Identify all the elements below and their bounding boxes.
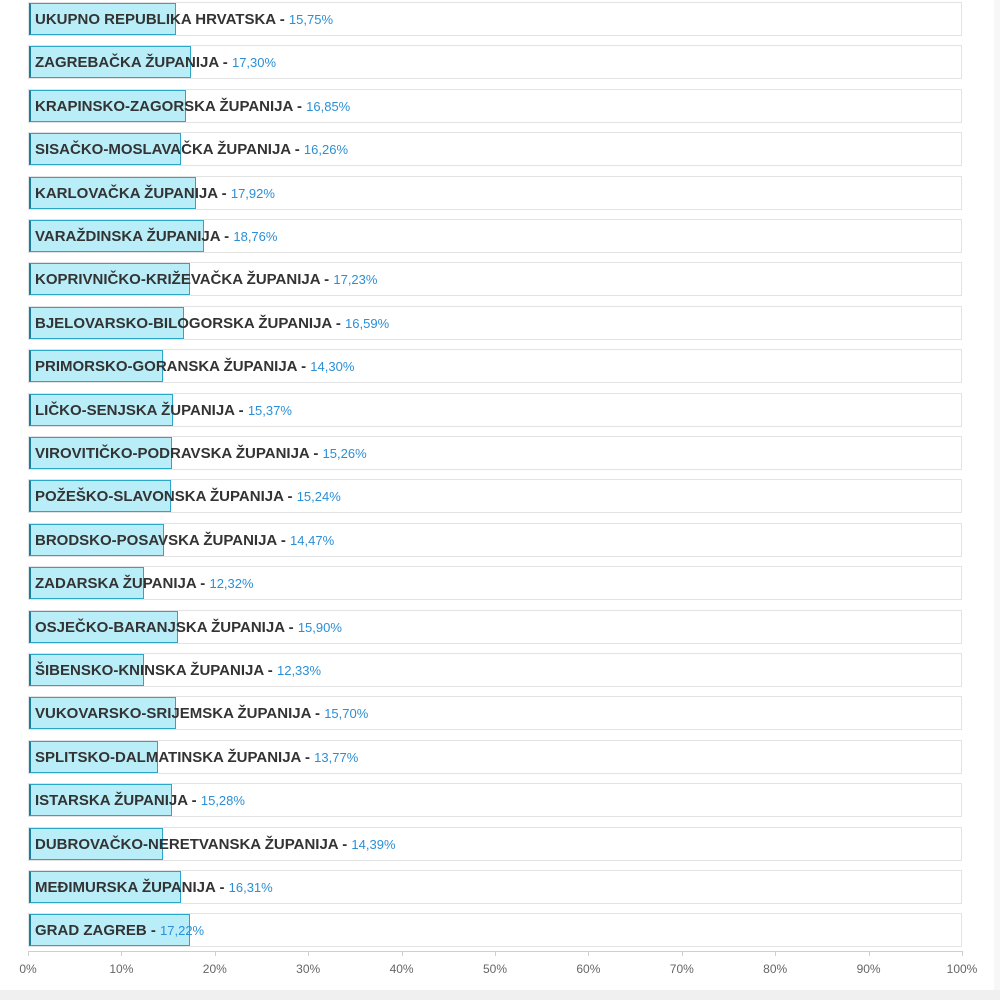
x-tick-label: 60%: [576, 962, 601, 976]
data-label: 14,30%: [310, 359, 355, 374]
bar-row: [28, 219, 962, 253]
bar-row: [28, 393, 962, 427]
data-label: 15,90%: [297, 620, 342, 635]
category-label: MEĐIMURSKA ŽUPANIJA - 16,31%: [35, 879, 273, 896]
x-tick-label: 90%: [856, 962, 881, 976]
category-label: BRODSKO-POSAVSKA ŽUPANIJA - 14,47%: [35, 532, 335, 549]
bar-row: [28, 610, 962, 644]
category-name: DUBROVAČKO-NERETVANSKA ŽUPANIJA: [35, 836, 339, 853]
scrollbar-track[interactable]: [994, 0, 1000, 990]
category-label: ŠIBENSKO-KNINSKA ŽUPANIJA - 12,33%: [35, 662, 322, 679]
category-label: KRAPINSKO-ZAGORSKA ŽUPANIJA - 16,85%: [35, 98, 351, 115]
data-label: 18,76%: [233, 229, 278, 244]
bar-row: [28, 870, 962, 904]
data-label: 17,22%: [160, 923, 205, 938]
x-tick-label: 100%: [946, 962, 978, 976]
x-tick-mark: [962, 951, 963, 956]
data-label: 16,85%: [306, 99, 351, 114]
category-label: ZADARSKA ŽUPANIJA - 12,32%: [35, 575, 254, 592]
data-label: 15,70%: [324, 706, 369, 721]
x-tick-label: 10%: [109, 962, 134, 976]
data-label: 17,23%: [333, 272, 378, 287]
bar-row: [28, 2, 962, 36]
category-label: LIČKO-SENJSKA ŽUPANIJA - 15,37%: [35, 402, 292, 419]
x-tick-mark: [121, 951, 122, 956]
x-tick-mark: [869, 951, 870, 956]
bar-row: [28, 262, 962, 296]
data-label: 12,33%: [276, 663, 322, 678]
bar-row: [28, 523, 962, 557]
data-label: 12,32%: [209, 576, 254, 591]
category-name: SISAČKO-MOSLAVAČKA ŽUPANIJA: [35, 141, 291, 158]
bar-row: [28, 566, 962, 600]
category-name: BJELOVARSKO-BILOGORSKA ŽUPANIJA: [35, 315, 332, 332]
category-label: KOPRIVNIČKO-KRIŽEVAČKA ŽUPANIJA - 17,23%: [35, 271, 378, 288]
category-name: KOPRIVNIČKO-KRIŽEVAČKA ŽUPANIJA: [35, 271, 321, 288]
bar-row: [28, 653, 962, 687]
category-label: ISTARSKA ŽUPANIJA - 15,28%: [35, 792, 245, 809]
data-label: 15,26%: [322, 446, 367, 461]
category-name: SPLITSKO-DALMATINSKA ŽUPANIJA: [35, 749, 301, 766]
data-label: 15,28%: [200, 793, 245, 808]
category-label: VUKOVARSKO-SRIJEMSKA ŽUPANIJA - 15,70%: [35, 705, 369, 722]
bar-row: [28, 479, 962, 513]
bar-row: [28, 349, 962, 383]
bar-row: [28, 696, 962, 730]
page-bottom-edge: [0, 990, 1000, 1000]
bar-row: [28, 783, 962, 817]
data-label: 15,24%: [296, 489, 341, 504]
category-name: ZAGREBAČKA ŽUPANIJA: [35, 54, 219, 71]
x-tick-mark: [588, 951, 589, 956]
data-label: 16,31%: [228, 880, 273, 895]
x-tick-label: 30%: [296, 962, 321, 976]
category-label: DUBROVAČKO-NERETVANSKA ŽUPANIJA - 14,39%: [35, 836, 396, 853]
category-name: GRAD ZAGREB: [35, 922, 147, 939]
category-label: GRAD ZAGREB - 17,22%: [35, 922, 205, 939]
x-tick-mark: [28, 951, 29, 956]
category-name: VUKOVARSKO-SRIJEMSKA ŽUPANIJA: [35, 705, 311, 722]
bar-row: [28, 827, 962, 861]
x-tick-mark: [775, 951, 776, 956]
category-name: BRODSKO-POSAVSKA ŽUPANIJA: [35, 532, 277, 549]
category-label: UKUPNO REPUBLIKA HRVATSKA - 15,75%: [35, 11, 334, 28]
category-name: OSJEČKO-BARANJSKA ŽUPANIJA: [35, 619, 285, 636]
category-name: ZADARSKA ŽUPANIJA: [35, 575, 197, 592]
x-tick-label: 50%: [482, 962, 508, 976]
bar-row: [28, 89, 962, 123]
category-label: SPLITSKO-DALMATINSKA ŽUPANIJA - 13,77%: [35, 749, 359, 766]
category-label: ZAGREBAČKA ŽUPANIJA - 17,30%: [35, 54, 277, 71]
category-label: KARLOVAČKA ŽUPANIJA - 17,92%: [35, 185, 275, 202]
x-tick-label: 70%: [669, 962, 694, 976]
data-label: 16,26%: [303, 142, 348, 157]
x-tick-mark: [682, 951, 683, 956]
bar-row: [28, 436, 962, 470]
category-name: KARLOVAČKA ŽUPANIJA: [35, 185, 218, 202]
data-label: 16,59%: [345, 316, 390, 331]
x-tick-mark: [215, 951, 216, 956]
category-label: OSJEČKO-BARANJSKA ŽUPANIJA - 15,90%: [35, 619, 342, 636]
x-tick-label: 20%: [202, 962, 227, 976]
data-label: 15,75%: [288, 12, 334, 27]
bar-row: [28, 176, 962, 210]
category-label: VARAŽDINSKA ŽUPANIJA - 18,76%: [35, 228, 278, 245]
data-label: 17,92%: [230, 186, 275, 201]
category-name: VIROVITIČKO-PODRAVSKA ŽUPANIJA: [35, 445, 310, 462]
category-label: SISAČKO-MOSLAVAČKA ŽUPANIJA - 16,26%: [35, 141, 348, 158]
category-label: PRIMORSKO-GORANSKA ŽUPANIJA - 14,30%: [35, 358, 355, 375]
data-label: 17,30%: [231, 55, 277, 70]
category-label: BJELOVARSKO-BILOGORSKA ŽUPANIJA - 16,59%: [35, 315, 390, 332]
category-name: KRAPINSKO-ZAGORSKA ŽUPANIJA: [35, 98, 293, 115]
category-name: PRIMORSKO-GORANSKA ŽUPANIJA: [35, 358, 297, 375]
data-label: 13,77%: [314, 750, 359, 765]
data-label: 15,37%: [247, 403, 292, 418]
bar-row: [28, 913, 962, 947]
x-tick-mark: [308, 951, 309, 956]
x-tick-mark: [402, 951, 403, 956]
category-name: POŽEŠKO-SLAVONSKA ŽUPANIJA: [35, 488, 284, 505]
bar-row: [28, 45, 962, 79]
category-name: MEĐIMURSKA ŽUPANIJA: [35, 879, 216, 896]
x-tick-label: 0%: [19, 962, 37, 976]
data-label: 14,47%: [290, 533, 335, 548]
bar-row: [28, 306, 962, 340]
category-name: VARAŽDINSKA ŽUPANIJA: [35, 228, 221, 245]
category-name: LIČKO-SENJSKA ŽUPANIJA: [35, 402, 235, 419]
bar-row: [28, 740, 962, 774]
category-name: UKUPNO REPUBLIKA HRVATSKA: [35, 11, 276, 28]
category-name: ISTARSKA ŽUPANIJA: [35, 792, 188, 809]
x-tick-label: 40%: [389, 962, 414, 976]
category-name: ŠIBENSKO-KNINSKA ŽUPANIJA: [35, 662, 264, 679]
x-tick-label: 80%: [763, 962, 788, 976]
bar-row: [28, 132, 962, 166]
category-label: VIROVITIČKO-PODRAVSKA ŽUPANIJA - 15,26%: [35, 445, 367, 462]
category-label: POŽEŠKO-SLAVONSKA ŽUPANIJA - 15,24%: [35, 488, 341, 505]
x-tick-mark: [495, 951, 496, 956]
data-label: 14,39%: [351, 837, 396, 852]
